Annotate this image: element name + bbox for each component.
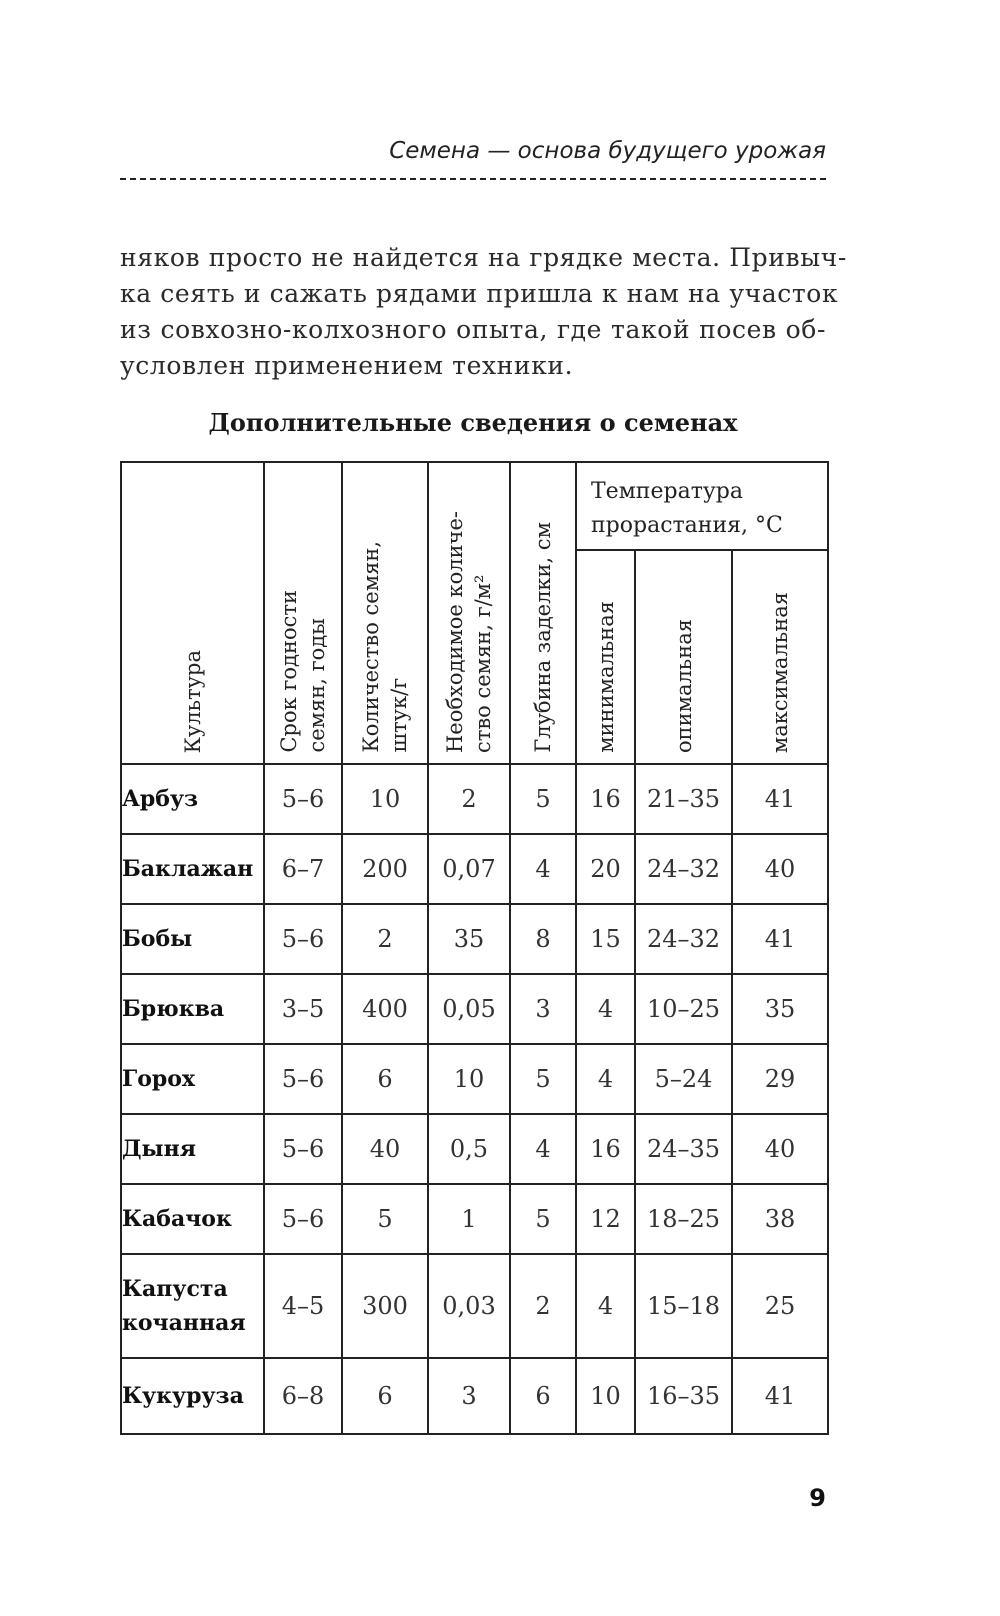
cell-seed-need: 2 (428, 764, 510, 834)
cell-seed-need: 0,03 (428, 1254, 510, 1358)
cell-crop: Капуста кочанная (121, 1254, 264, 1358)
table-title: Дополнительные сведения о семенах (208, 408, 738, 437)
cell-shelf-life: 5–6 (264, 1114, 342, 1184)
cell-crop: Бобы (121, 904, 264, 974)
cell-temp-min: 10 (576, 1358, 635, 1434)
cell-temp-min: 16 (576, 764, 635, 834)
table-row (121, 1184, 828, 1254)
cell-temp-min: 4 (576, 1044, 635, 1114)
cell-crop: Кукуруза (121, 1358, 264, 1434)
cell-seed-need: 10 (428, 1044, 510, 1114)
cell-shelf-life: 5–6 (264, 1044, 342, 1114)
cell-seed-count: 300 (342, 1254, 428, 1358)
cell-shelf-life: 6–7 (264, 834, 342, 904)
cell-temp-opt: 18–25 (635, 1184, 732, 1254)
cell-seed-need: 1 (428, 1184, 510, 1254)
cell-temp-min: 16 (576, 1114, 635, 1184)
cell-temp-opt: 21–35 (635, 764, 732, 834)
body-paragraph (120, 240, 847, 384)
cell-seed-need: 3 (428, 1358, 510, 1434)
header-crop: Культура (121, 462, 264, 764)
table-row (121, 1114, 828, 1184)
cell-temp-opt: 10–25 (635, 974, 732, 1044)
table-row (121, 834, 828, 904)
body-line: из совхозно-колхозного опыта, где такой посев об- (120, 315, 826, 344)
cell-seed-need: 35 (428, 904, 510, 974)
cell-seed-count: 40 (342, 1114, 428, 1184)
cell-crop: Горох (121, 1044, 264, 1114)
cell-crop: Дыня (121, 1114, 264, 1184)
header-temperature: Температура прорастания, °С (576, 462, 828, 550)
body-line: ка сеять и сажать рядами пришла к нам на участок (120, 279, 839, 308)
cell-seed-count: 6 (342, 1358, 428, 1434)
cell-depth: 3 (510, 974, 576, 1044)
cell-shelf-life: 4–5 (264, 1254, 342, 1358)
cell-temp-opt: 5–24 (635, 1044, 732, 1114)
cell-crop: Брюква (121, 974, 264, 1044)
cell-seed-need: 0,5 (428, 1114, 510, 1184)
cell-temp-opt: 15–18 (635, 1254, 732, 1358)
running-head: Семена — основа будущего урожая (389, 138, 826, 164)
cell-temp-max: 35 (732, 974, 828, 1044)
cell-crop: Баклажан (121, 834, 264, 904)
cell-temp-max: 38 (732, 1184, 828, 1254)
table-row (121, 1254, 828, 1358)
cell-depth: 4 (510, 1114, 576, 1184)
cell-seed-count: 2 (342, 904, 428, 974)
cell-temp-max: 41 (732, 1358, 828, 1434)
cell-shelf-life: 5–6 (264, 904, 342, 974)
cell-temp-min: 4 (576, 974, 635, 1044)
cell-temp-max: 41 (732, 764, 828, 834)
header-seed-count: Количество семян, штук/г (342, 462, 428, 764)
cell-shelf-life: 6–8 (264, 1358, 342, 1434)
cell-seed-count: 200 (342, 834, 428, 904)
table-row (121, 764, 828, 834)
cell-crop: Арбуз (121, 764, 264, 834)
header-temp-max: максимальная (732, 550, 828, 764)
cell-depth: 5 (510, 1184, 576, 1254)
cell-depth: 5 (510, 764, 576, 834)
cell-temp-max: 40 (732, 1114, 828, 1184)
cell-depth: 6 (510, 1358, 576, 1434)
cell-temp-min: 20 (576, 834, 635, 904)
header-depth: Глубина заделки, см (510, 462, 576, 764)
cell-seed-count: 10 (342, 764, 428, 834)
cell-seed-need: 0,07 (428, 834, 510, 904)
header-temp-min: минимальная (576, 550, 635, 764)
cell-temp-min: 4 (576, 1254, 635, 1358)
cell-depth: 8 (510, 904, 576, 974)
cell-seed-count: 400 (342, 974, 428, 1044)
cell-depth: 2 (510, 1254, 576, 1358)
cell-depth: 5 (510, 1044, 576, 1114)
table-row (121, 974, 828, 1044)
cell-seed-need: 0,05 (428, 974, 510, 1044)
header-divider (120, 178, 826, 180)
cell-temp-opt: 24–35 (635, 1114, 732, 1184)
cell-temp-opt: 16–35 (635, 1358, 732, 1434)
cell-temp-max: 25 (732, 1254, 828, 1358)
table-row (121, 1358, 828, 1434)
header-shelf-life: Срок годности семян, годы (264, 462, 342, 764)
cell-temp-min: 15 (576, 904, 635, 974)
cell-crop: Кабачок (121, 1184, 264, 1254)
cell-temp-min: 12 (576, 1184, 635, 1254)
table-row (121, 1044, 828, 1114)
cell-depth: 4 (510, 834, 576, 904)
cell-temp-max: 40 (732, 834, 828, 904)
body-line: условлен применением техники. (120, 351, 574, 380)
cell-shelf-life: 5–6 (264, 764, 342, 834)
header-temp-opt: опимальная (635, 550, 732, 764)
cell-shelf-life: 5–6 (264, 1184, 342, 1254)
seeds-table (120, 461, 829, 1435)
cell-shelf-life: 3–5 (264, 974, 342, 1044)
cell-temp-opt: 24–32 (635, 834, 732, 904)
cell-temp-max: 41 (732, 904, 828, 974)
table-row (121, 904, 828, 974)
cell-temp-opt: 24–32 (635, 904, 732, 974)
cell-temp-max: 29 (732, 1044, 828, 1114)
body-line: няков просто не найдется на грядке места. Привыч- (120, 243, 847, 272)
cell-seed-count: 5 (342, 1184, 428, 1254)
header-seed-need: Необходимое количе- ство семян, г/м² (428, 462, 510, 764)
page-number: 9 (809, 1484, 826, 1512)
cell-seed-count: 6 (342, 1044, 428, 1114)
